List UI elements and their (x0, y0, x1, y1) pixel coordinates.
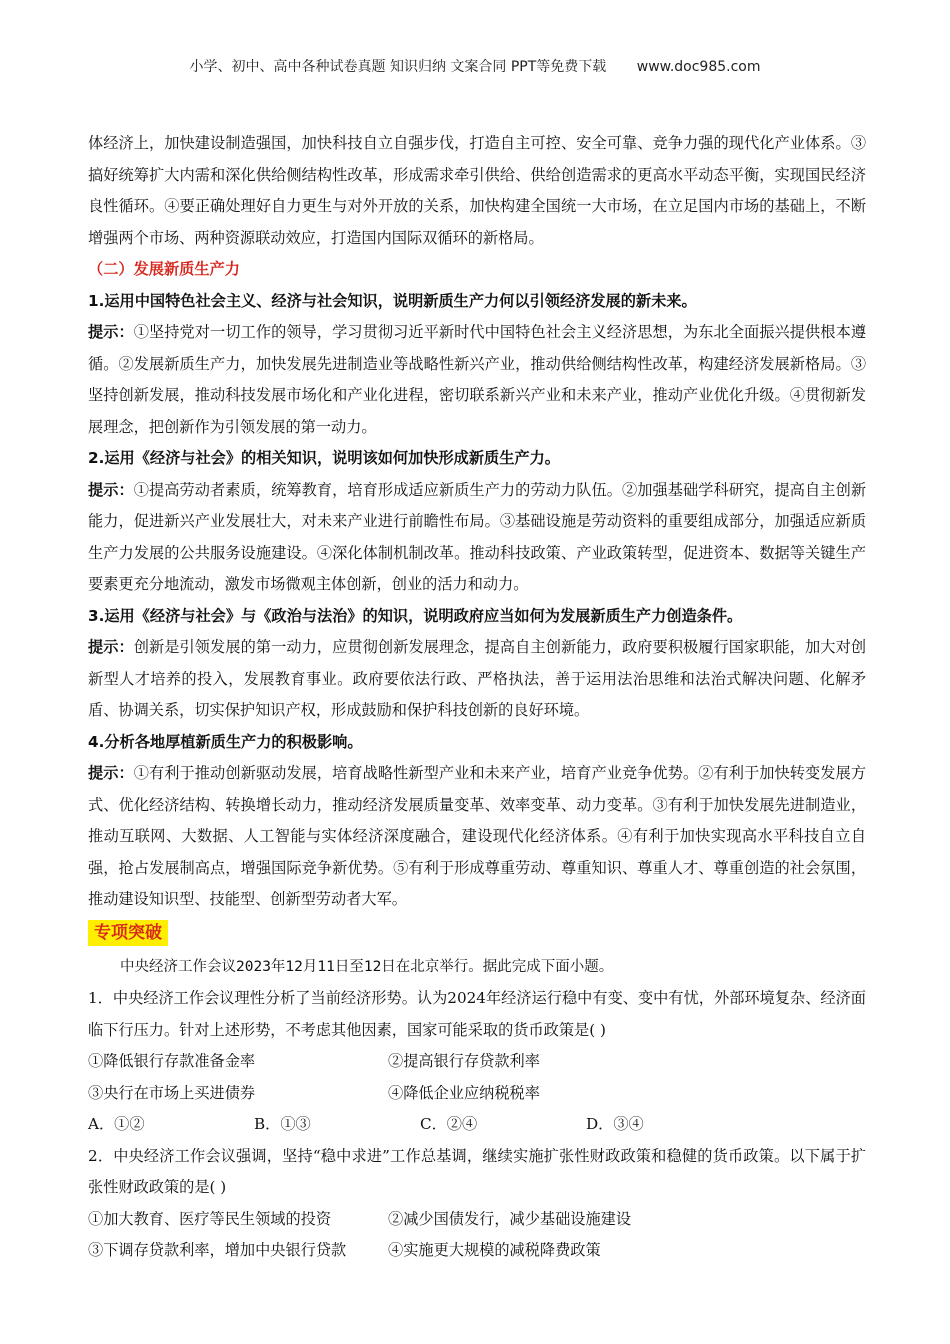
options-row (88, 1235, 866, 1267)
hint-text: ①提高劳动者素质，统筹教育，培育形成适应新质生产力的劳动力队伍。②加强基础学科研究，提高自主创新能力，促进新兴产业发展壮大，对未来产业进行前瞻性布局。③基础设施是劳动资料的重要组成部分，加强适应新质生产力发展的公共服务设施建设。④深化体制机制改革。推动科技政策、产业政策转型，促进资本、数据等关键生产要素更充分地流动，激发市场微观主体创新，创业的活力和动力。 (88, 480, 867, 593)
question-title: 3.运用《经济与社会》与《政治与法治》的知识，说明政府应当如何为发展新质生产力创造条件。 (88, 606, 743, 625)
answer-choice-c: C．②④ (420, 1115, 478, 1133)
special-section-badge: 专项突破 (88, 920, 168, 946)
question-hint (88, 317, 866, 443)
answer-choice-b: B．①③ (254, 1115, 311, 1133)
exercise-intro: 中央经济工作会议2023年12月11日至12日在北京举行。据此完成下面小题。 (120, 958, 614, 975)
options-row (88, 1078, 866, 1110)
intro-paragraph: 体经济上，加快建设制造强国，加快科技自立自强步伐，打造自主可控、安全可靠、竞争力强的现代化产业体系。③搞好统筹扩大内需和深化供给侧结构性改革，形成需求牵引供给、供给创造需求的更高水平动态平衡，实现国民经济良性循环。④要正确处理好自力更生与对外开放的关系，加快构建全国统一大市场，在立足国内市场的基础上，不断增强两个市场、两种资源联动效应，打造国内国际双循环的新格局。 (88, 134, 866, 247)
header-url[interactable]: www.doc985.com (636, 59, 761, 75)
option-item: ③央行在市场上买进债券 (88, 1083, 256, 1102)
special-section-badge-row (88, 918, 866, 952)
options-row (88, 1046, 866, 1078)
hint-label: 提示： (88, 764, 134, 782)
option-item: ④实施更大规模的减税降费政策 (388, 1241, 601, 1259)
question-hint (88, 632, 866, 727)
option-item: ②减少国债发行，减少基础设施建设 (388, 1209, 631, 1228)
option-item: ④降低企业应纳税税率 (388, 1083, 540, 1102)
answer-choice-d: D．③④ (586, 1115, 644, 1133)
option-item: ③下调存贷款利率，增加中央银行贷款 (88, 1241, 347, 1259)
option-item: ②提高银行存贷款利率 (388, 1052, 540, 1070)
header-text: 小学、初中、高中各种试卷真题 知识归纳 文案合同 PPT等免费下载 (189, 59, 607, 75)
choices-row (88, 1109, 866, 1141)
option-item: ①降低银行存款准备金率 (88, 1052, 256, 1070)
question-title: 4.分析各地厚植新质生产力的积极影响。 (88, 732, 363, 751)
section-heading: （二）发展新质生产力 (88, 260, 240, 278)
exercise-question-2: 2．中央经济工作会议强调，坚持“稳中求进”工作总基调，继续实施扩张性财政政策和稳健的货币政策。以下属于扩张性财政政策的是( ) (88, 1146, 866, 1196)
option-item: ①加大教育、医疗等民生领域的投资 (88, 1209, 331, 1228)
page-header (0, 56, 950, 76)
question-title: 1.运用中国特色社会主义、经济与社会知识，说明新质生产力何以引领经济发展的新未来。 (88, 291, 697, 310)
options-row (88, 1204, 866, 1236)
hint-label: 提示： (88, 480, 134, 499)
hint-text: 创新是引领发展的第一动力，应贯彻创新发展理念，提高自主创新能力，政府要积极履行国家职能，加大对创新型人才培养的投入，发展教育事业。政府要依法行政、严格执法，善于运用法治思维和法治式解决问题、化解矛盾、协调关系，切实保护知识产权，形成鼓励和保护科技创新的良好环境。 (88, 638, 867, 719)
document-body (88, 128, 866, 1267)
hint-label: 提示： (88, 638, 134, 656)
hint-text: ①有利于推动创新驱动发展，培育战略性新型产业和未来产业，培育产业竞争优势。②有利于加快转变发展方式、优化经济结构、转换增长动力，推动经济发展质量变革、效率变革、动力变革。③有利于加快发展先进制造业，推动互联网、大数据、人工智能与实体经济深度融合，建设现代化经济体系。④有利于加快实现高水平科技自立自强，抢占发展制高点，增强国际竞争新优势。⑤有利于形成尊重劳动、尊重知识、尊重人才、尊重创造的社会氛围，推动建设知识型、技能型、创新型劳动者大军。 (88, 764, 867, 908)
question-hint (88, 758, 866, 916)
question-title: 2.运用《经济与社会》的相关知识，说明该如何加快形成新质生产力。 (88, 449, 560, 467)
hint-label: 提示： (88, 323, 134, 341)
answer-choice-a: A．①② (88, 1115, 145, 1133)
hint-text: ①坚持党对一切工作的领导，学习贯彻习近平新时代中国特色社会主义经济思想，为东北全面振兴提供根本遵循。②发展新质生产力，加快发展先进制造业等战略性新兴产业，推动供给侧结构性改革，构建经济发展新格局。③坚持创新发展，推动科技发展市场化和产业化进程，密切联系新兴产业和未来产业，推动产业优化升级。④贯彻新发展理念，把创新作为引领发展的第一动力。 (88, 323, 867, 436)
question-hint (88, 475, 866, 601)
exercise-question-1: 1．中央经济工作会议理性分析了当前经济形势。认为2024年经济运行稳中有变、变中有忧，外部环境复杂、经济面临下行压力。针对上述形势，不考虑其他因素，国家可能采取的货币政策是( ) (88, 989, 866, 1039)
